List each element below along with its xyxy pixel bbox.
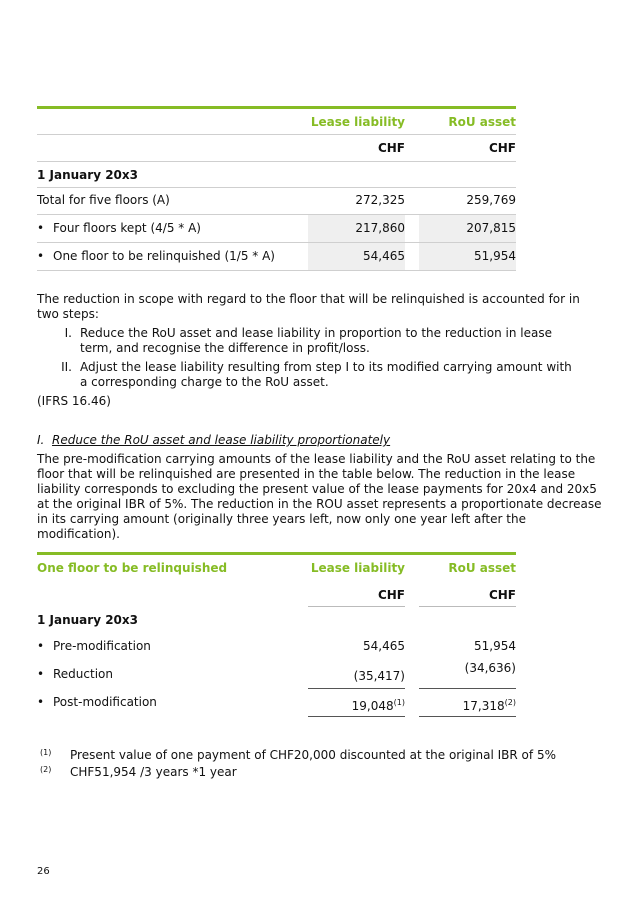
table-top-rule bbox=[37, 106, 516, 109]
lease-value: 54,465 bbox=[363, 639, 405, 653]
step-numeral: I. bbox=[64, 326, 72, 340]
currency-lease: CHF bbox=[377, 141, 405, 155]
intro-text: The reduction in scope with regard to the floor that will be relinquished is accounted for in two steps: bbox=[37, 292, 580, 321]
lease-value: 19,048$^{(1)}$ bbox=[351, 698, 405, 713]
rou-value: 51,954 bbox=[474, 249, 516, 263]
lease-value: 272,325 bbox=[355, 193, 405, 207]
row-label: • Pre-modification bbox=[37, 639, 151, 653]
date-label: 1 January 20x3 bbox=[37, 613, 138, 627]
rou-value: 207,815 bbox=[466, 221, 516, 235]
step-text: Reduce the RoU asset and lease liability in proportion to the reduction in lease term, and recognise the difference in profit/loss. bbox=[80, 326, 552, 355]
step-numeral: II. bbox=[61, 360, 72, 374]
header-rou-asset: RoU asset bbox=[448, 115, 516, 129]
rou-value: (34,636) bbox=[464, 661, 516, 675]
currency-rou: CHF bbox=[488, 588, 516, 602]
rou-value: 51,954 bbox=[474, 639, 516, 653]
currency-lease: CHF bbox=[377, 588, 405, 602]
table-modification bbox=[0, 552, 638, 724]
step-item bbox=[37, 360, 603, 390]
header-lease-liability: Lease liability bbox=[310, 115, 405, 129]
section-paragraph: The pre-modification carrying amounts of the lease liability and the RoU asset relating to the floor that will be relinquished are presented in the table below. The reduction in the lease liability corresponds to excluding the present value of the lease payments for 20x4 and 20x5 at the original IBR of 5%. The reduction in the ROU asset represents a proportionate decrease in its carrying amount (originally three years left, now only one year left after the modification). bbox=[37, 452, 602, 541]
table-title: One floor to be relinquished bbox=[37, 561, 228, 575]
currency-rou: CHF bbox=[488, 141, 516, 155]
rou-value: 17,318$^{(2)}$ bbox=[462, 698, 516, 713]
table-top-rule bbox=[37, 552, 516, 555]
rou-value: 259,769 bbox=[466, 193, 516, 207]
footnote-marker: (1) bbox=[40, 748, 52, 757]
lease-value: (35,417) bbox=[353, 669, 405, 683]
lease-value: 54,465 bbox=[363, 249, 405, 263]
row-label: Total for five floors (A) bbox=[37, 193, 170, 207]
header-lease-liability: Lease liability bbox=[310, 561, 405, 575]
footnote-marker: (2) bbox=[40, 765, 52, 774]
page-number: 26 bbox=[37, 866, 50, 877]
footnote-text: CHF51,954 /3 years *1 year bbox=[70, 765, 237, 779]
header-rou-asset: RoU asset bbox=[448, 561, 516, 575]
body-text-section bbox=[37, 292, 603, 780]
reference: (IFRS 16.46) bbox=[37, 394, 111, 408]
footnote bbox=[37, 748, 603, 763]
date-label: 1 January 20x3 bbox=[37, 168, 138, 182]
row-label: • Post-modification bbox=[37, 695, 157, 709]
lease-value: 217,860 bbox=[355, 221, 405, 235]
footnotes bbox=[37, 748, 603, 780]
row-label: • One floor to be relinquished (1/5 * A) bbox=[37, 249, 275, 263]
footnote bbox=[37, 765, 603, 780]
section-heading: I. Reduce the RoU asset and lease liability proportionately bbox=[37, 433, 391, 447]
row-label: • Four floors kept (4/5 * A) bbox=[37, 221, 201, 235]
step-item bbox=[37, 326, 603, 356]
step-text: Adjust the lease liability resulting from step I to its modified carrying amount with a corresponding charge to the RoU asset. bbox=[80, 360, 572, 389]
footnote-text: Present value of one payment of CHF20,000 discounted at the original IBR of 5% bbox=[70, 748, 556, 762]
row-label: • Reduction bbox=[37, 667, 113, 681]
